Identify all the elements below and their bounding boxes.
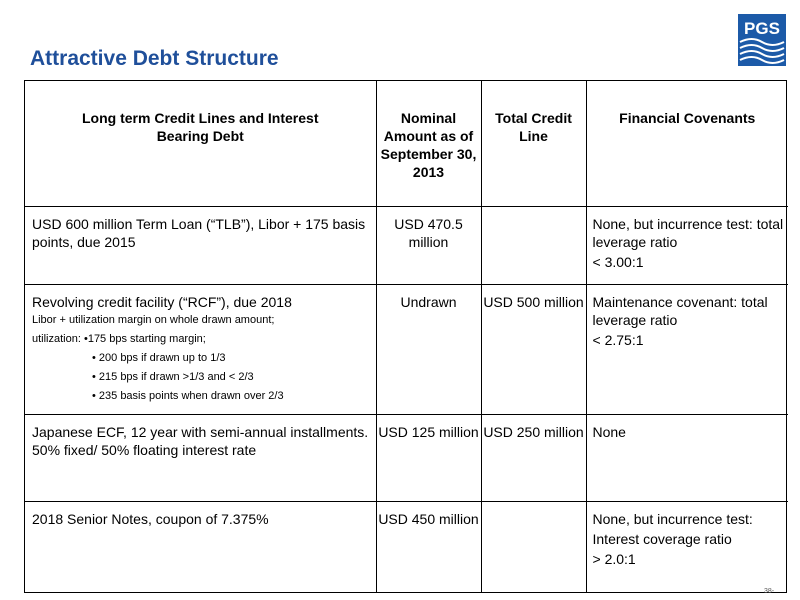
row-detail: • 200 bps if drawn up to 1/3 (92, 352, 226, 364)
table-row (25, 502, 788, 593)
row-detail: • 235 basis points when drawn over 2/3 (92, 390, 284, 402)
row-covenant-line: Interest coverage ratio (592, 531, 732, 547)
row-detail: utilization: •175 bps starting margin; (32, 333, 206, 345)
row-credit-line (482, 502, 586, 510)
debt-table (24, 80, 787, 593)
header-covenants: Financial Covenants (586, 81, 788, 207)
row-covenant-line: None (592, 424, 626, 440)
pgs-logo (738, 14, 786, 66)
page-number: 38- (764, 588, 775, 595)
row-description: Revolving credit facility (“RCF”), due 2018 (32, 294, 292, 310)
row-nominal: Undrawn (400, 294, 457, 310)
logo-text: PGS (744, 19, 780, 38)
row-covenant-line: None, but incurrence test: total leverage ratio (592, 216, 784, 250)
table-row (25, 207, 788, 285)
row-credit-line: USD 500 million (483, 294, 584, 310)
row-covenant-line: < 2.75:1 (592, 332, 644, 348)
row-covenant-line: Maintenance covenant: total leverage ratio (592, 294, 768, 328)
row-credit-line: USD 250 million (483, 424, 584, 440)
row-description: USD 600 million Term Loan (“TLB”), Libor + 175 basis points, due 2015 (32, 216, 366, 250)
row-detail: Libor + utilization margin on whole drawn amount; (32, 314, 275, 326)
row-credit-line (482, 207, 586, 215)
table-row (25, 415, 788, 502)
table-row (25, 285, 788, 415)
row-description: 2018 Senior Notes, coupon of 7.375% (32, 511, 269, 527)
row-covenant-line: > 2.0:1 (592, 551, 636, 567)
row-covenant-line: None, but incurrence test: (592, 511, 753, 527)
header-description: Long term Credit Lines and Interest Bearing Debt (25, 81, 376, 207)
header-nominal: Nominal Amount as of September 30, 2013 (376, 81, 481, 207)
row-nominal: USD 450 million (378, 511, 479, 527)
row-covenant-line: < 3.00:1 (592, 254, 644, 270)
row-nominal: USD 125 million (378, 424, 479, 440)
header-credit-line: Total Credit Line (481, 81, 586, 207)
slide-title: Attractive Debt Structure (30, 47, 279, 70)
row-description: Japanese ECF, 12 year with semi-annual installments. 50% fixed/ 50% floating interest rate (32, 424, 369, 458)
row-detail: • 215 bps if drawn >1/3 and < 2/3 (92, 371, 254, 383)
row-nominal: USD 470.5 million (394, 216, 463, 250)
